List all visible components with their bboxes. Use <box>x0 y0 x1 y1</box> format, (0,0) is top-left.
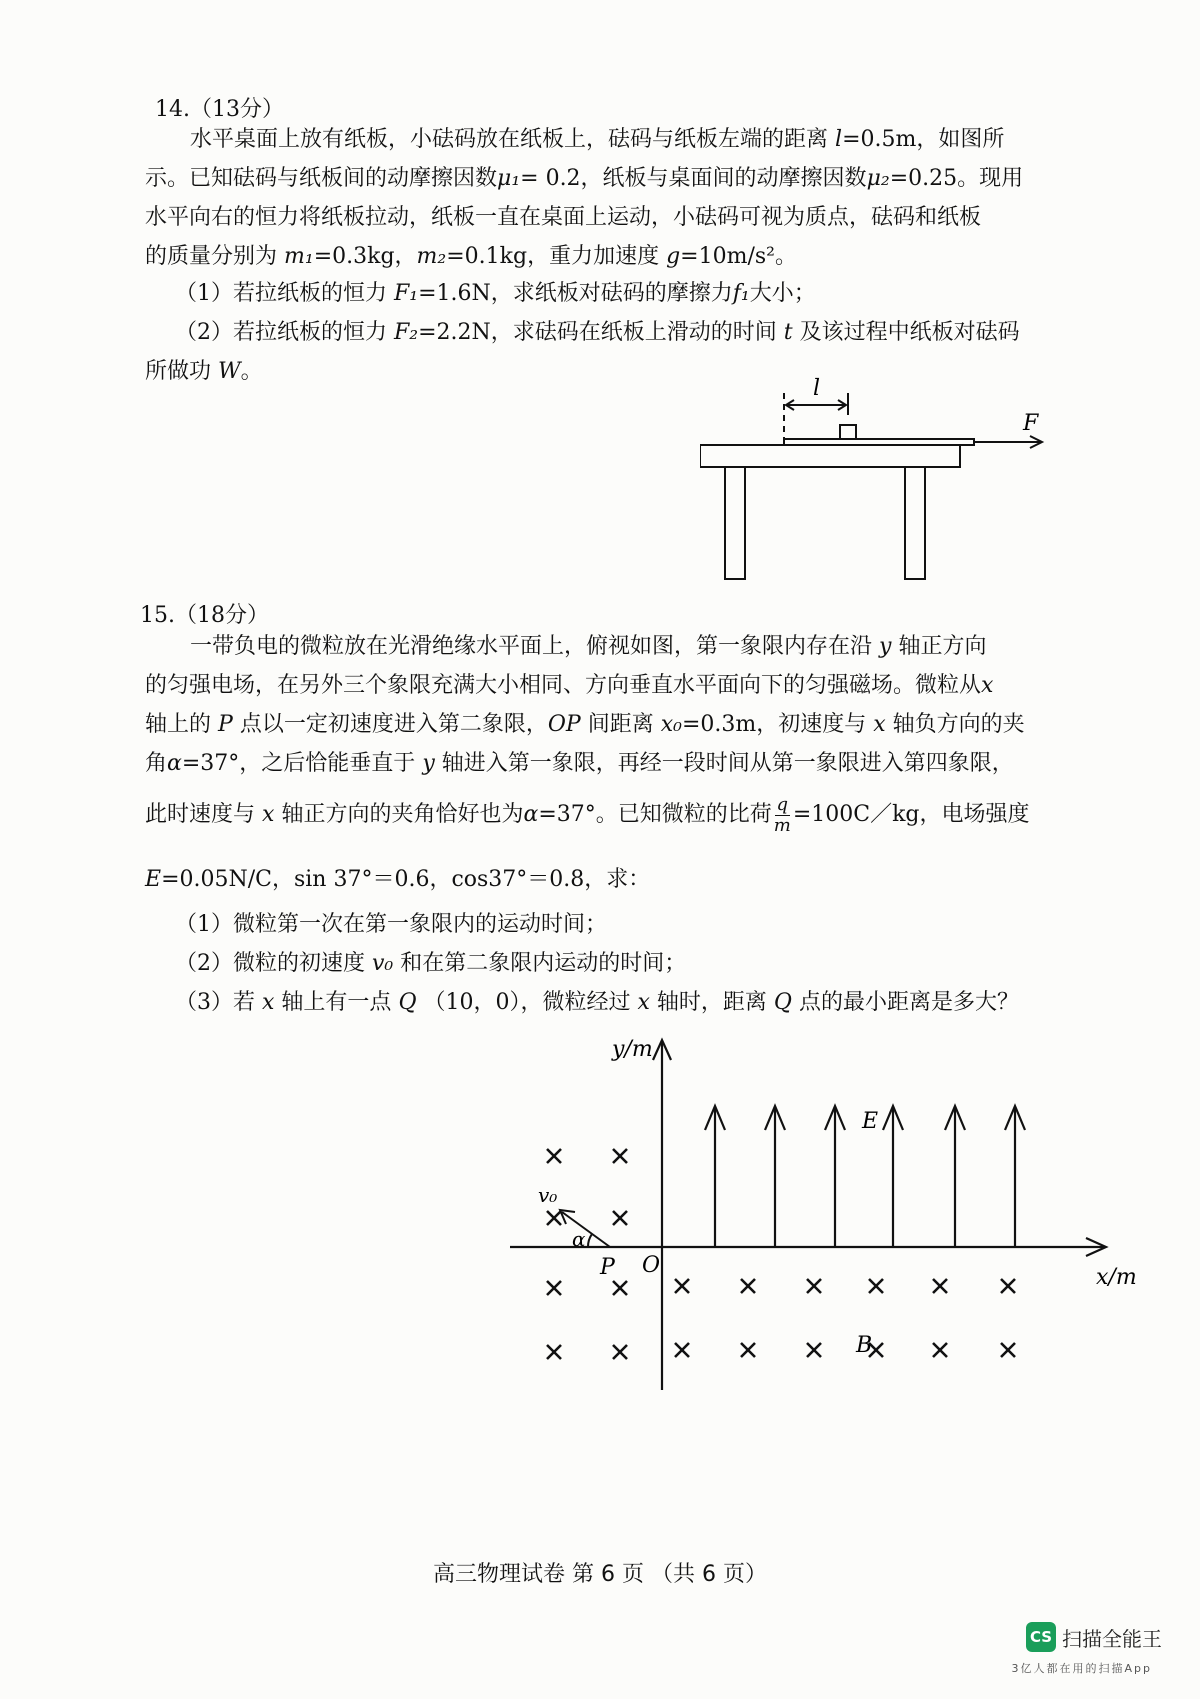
field-figure <box>500 1030 1160 1410</box>
q15-title: 15.（18分） <box>140 603 269 628</box>
q15-stem-line-2: 的匀强电场，在另外三个象限充满大小相同、方向垂直水平面向下的匀强磁场。微粒从x <box>145 673 994 698</box>
magnetic-cross-13 <box>933 1279 947 1293</box>
magnetic-cross-6 <box>613 1281 627 1295</box>
angle-alpha-arc <box>588 1234 592 1247</box>
q14-stem-line-2: 示。已知砝码与纸板间的动摩擦因数μ₁= 0.2，纸板与桌面间的动摩擦因数μ₂=0.25。现用 <box>145 166 1024 191</box>
magnetic-cross-11 <box>807 1279 821 1293</box>
weight-block <box>840 425 856 439</box>
q15-stem <box>145 627 1105 666</box>
magnetic-cross-5 <box>547 1281 561 1295</box>
q15-stem-line-4: 角α=37°，之后恰能垂直于 y 轴进入第一象限，再经一段时间从第一象限进入第四象限， <box>145 751 1014 776</box>
magnetic-cross-15 <box>675 1343 689 1357</box>
velocity-v0-arrow <box>562 1212 610 1247</box>
label-v0: v₀ <box>538 1183 558 1207</box>
label-x-axis: x/m <box>1096 1265 1137 1290</box>
q14-stem-line-3: 水平向右的恒力将纸板拉动，纸板一直在桌面上运动，小砝码可视为质点，砝码和纸板 <box>145 205 982 230</box>
magnetic-cross-7 <box>547 1345 561 1359</box>
table-top <box>700 445 960 467</box>
magnetic-cross-2 <box>613 1149 627 1163</box>
label-alpha: α <box>572 1227 586 1251</box>
q15-stem-line-6: E=0.05N/C，sin 37°＝0.6，cos37°＝0.8，求： <box>145 867 651 892</box>
magnetic-cross-17 <box>807 1343 821 1357</box>
magnetic-cross-8 <box>613 1345 627 1359</box>
q15-subq-2: （2）微粒的初速度 v₀ 和在第二象限内运动的时间； <box>175 951 687 976</box>
label-P: P <box>600 1255 615 1280</box>
magnetic-cross-9 <box>675 1279 689 1293</box>
table-leg-right <box>905 467 925 579</box>
q14-title: 14.（13分） <box>155 97 284 122</box>
camscanner-logo-icon: CS <box>1026 1622 1056 1652</box>
magnetic-cross-20 <box>1001 1343 1015 1357</box>
label-B: B <box>856 1333 873 1358</box>
magnetic-field-crosses <box>547 1149 1015 1359</box>
q14-stem-line-1: 水平桌面上放有纸板，小砝码放在纸板上，砝码与纸板左端的距离 l=0.5m，如图所 <box>190 127 1005 152</box>
table-leg-left <box>725 467 745 579</box>
page-footer: 高三物理试卷 第 6 页 （共 6 页） <box>433 1562 767 1587</box>
q15-subq-1: （1）微粒第一次在第一象限内的运动时间； <box>175 912 607 937</box>
q14-subq-1: （1）若拉纸板的恒力 F₁=1.6N，求纸板对砝码的摩擦力f₁大小； <box>175 281 816 306</box>
q15-stem-line-1: 一带负电的微粒放在光滑绝缘水平面上，俯视如图，第一象限内存在沿 y 轴正方向 <box>190 634 987 659</box>
magnetic-cross-3 <box>547 1211 561 1225</box>
scanner-tagline: 3亿人都在用的扫描App <box>1011 1662 1152 1675</box>
magnetic-cross-16 <box>741 1343 755 1357</box>
q15-stem-line-3: 轴上的 P 点以一定初速度进入第二象限，OP 间距离 x₀=0.3m，初速度与 x 轴负方向的夹 <box>145 712 1025 737</box>
magnetic-cross-12 <box>869 1279 883 1293</box>
q15-subq-3: （3）若 x 轴上有一点 Q （10，0），微粒经过 x 轴时，距离 Q 点的最小距离是多大？ <box>175 990 1019 1015</box>
q14-subq-2: （2）若拉纸板的恒力 F₂=2.2N，求砝码在纸板上滑动的时间 t 及该过程中纸板对砝码 <box>175 320 1020 345</box>
magnetic-cross-4 <box>613 1211 627 1225</box>
magnetic-cross-1 <box>547 1149 561 1163</box>
scanner-app-name: 扫描全能王 <box>1062 1626 1162 1651</box>
label-E: E <box>862 1109 879 1134</box>
q14-stem-cont <box>145 159 1105 276</box>
q15-stem-cont <box>145 666 1105 783</box>
table-figure <box>700 375 1080 585</box>
charge-mass-ratio-fraction: $\frac{q}{m}$ <box>773 793 791 836</box>
magnetic-cross-19 <box>933 1343 947 1357</box>
q14-stem-line-4: 的质量分别为 m₁=0.3kg，m₂=0.1kg，重力加速度 g=10m/s²。 <box>145 244 797 269</box>
q15-stem-line-5: 此时速度与 x 轴正方向的夹角恰好也为α=37°。已知微粒的比荷 $\frac{q}{m}$ =100C／kg，电场强度 <box>145 793 1030 836</box>
label-l: l <box>813 376 821 401</box>
label-O: O <box>642 1253 661 1278</box>
q14-stem <box>145 120 1105 159</box>
scanner-watermark <box>1026 1622 1162 1652</box>
label-F: F <box>1023 411 1039 436</box>
magnetic-cross-10 <box>741 1279 755 1293</box>
magnetic-cross-14 <box>1001 1279 1015 1293</box>
q14-subq-2-cont: 所做功 W。 <box>145 359 263 384</box>
label-y-axis: y/m <box>612 1037 653 1062</box>
